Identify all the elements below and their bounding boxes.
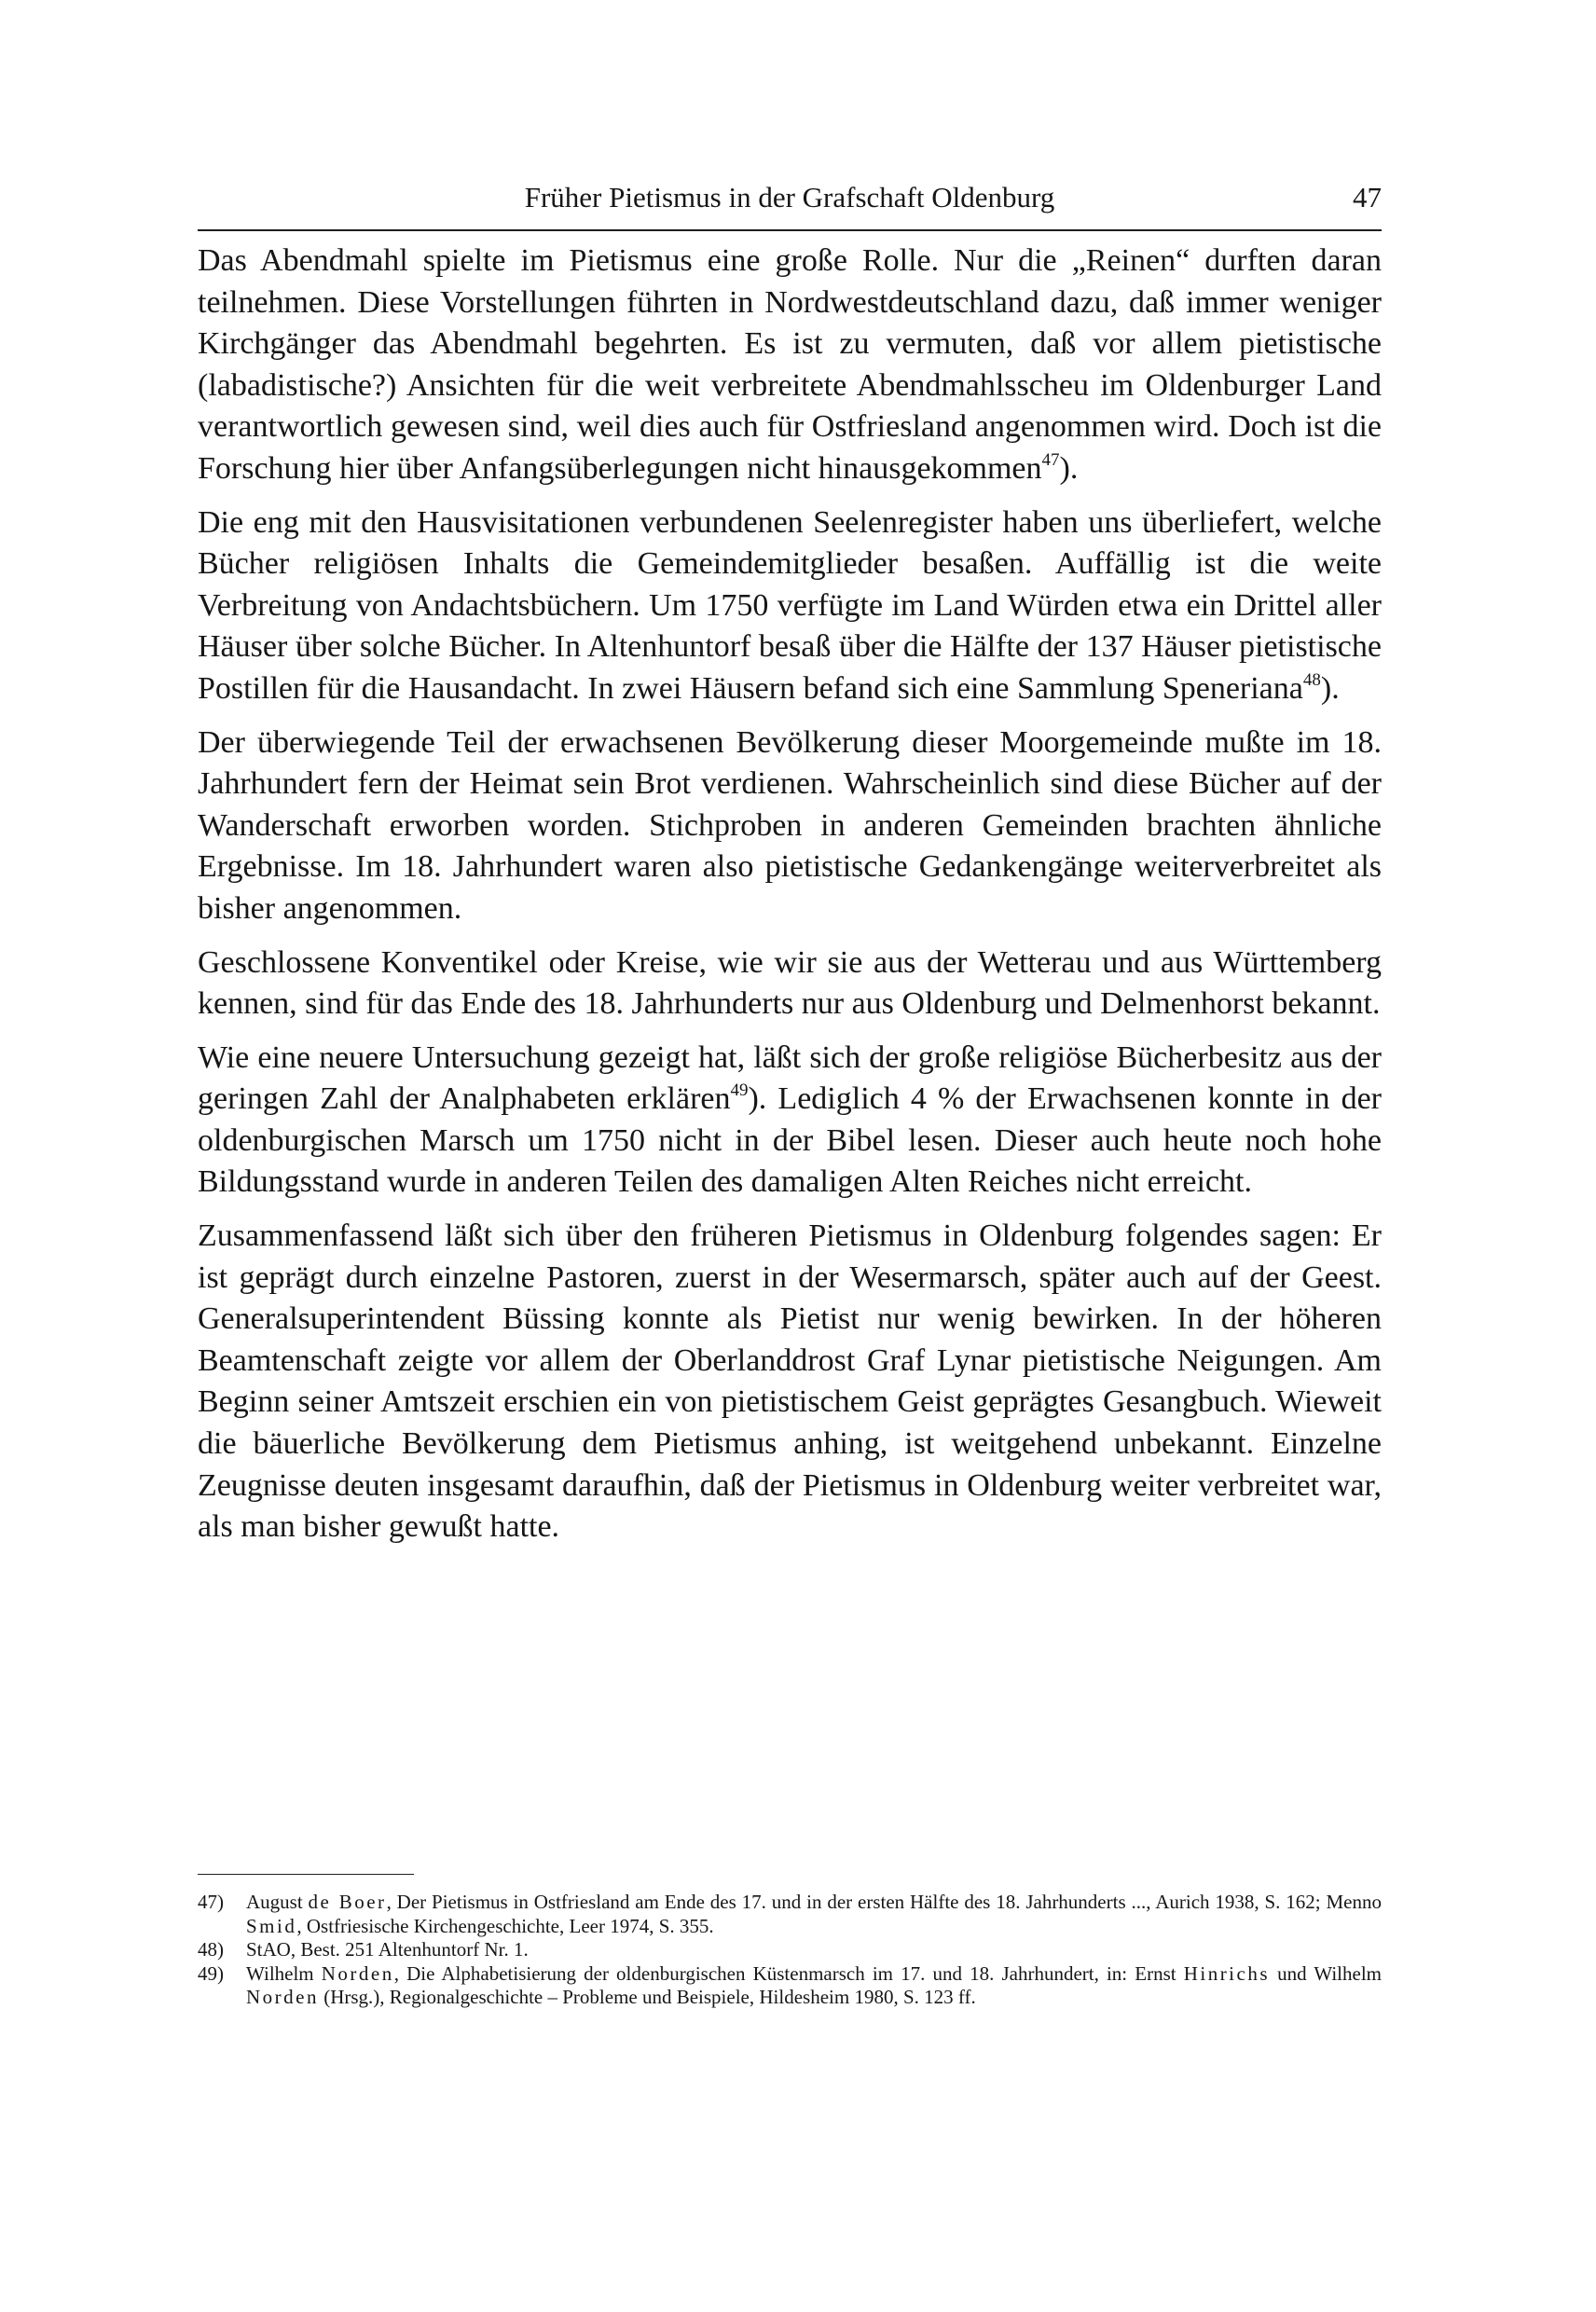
footnote-ref: 48 <box>1302 669 1321 690</box>
page-number: 47 <box>1353 181 1382 213</box>
paragraph: Geschlossene Konventikel oder Kreise, wie wir sie aus der Wetterau und aus Württemberg kennen, sind für das Ende des 18. Jahrhunderts nur aus Oldenburg und Delmenhorst bekannt. <box>198 944 1382 1022</box>
footnote-label: 48) <box>198 1938 224 1961</box>
paragraph: Der überwiegende Teil der erwachsenen Bevölkerung dieser Moorgemeinde mußte im 18. Jahrhundert fern der Heimat sein Brot verdienen. Wahrscheinlich sind diese Bücher auf der Wanderschaft erworben worden. Stichproben in anderen Gemeinden brachten ähnliche Ergebnisse. Im 18. Jahrhundert waren also pietistische Gedankengänge weiterverbreitet als bisher angenommen. <box>198 724 1382 926</box>
header-rule <box>198 229 1382 231</box>
paragraph: Das Abendmahl spielte im Pietismus eine große Rolle. Nur die „Reinen“ durften daran teilnehmen. Diese Vorstellungen führten in Nordwestdeutschland dazu, daß immer weniger Kirchgänger das Abendmahl begehrten. Es ist zu vermuten, daß vor allem pietistische (labadistische?) Ansichten für die weit verbreitete Abendmahlsscheu im Oldenburger Land verantwortlich gewesen sind, weil dies auch für Ostfriesland angenommen wird. Doch ist die Forschung hier über Anfangsüberlegungen nicht hinausgekommen$^{47}$). <box>198 243 1382 486</box>
footnote-text: (Hrsg.), Regionalgeschichte – Probleme und Beispiele, Hildesheim 1980, S. 123 ff. <box>318 1986 976 2009</box>
footnote <box>198 1938 1382 1962</box>
footnote-text: August <box>246 1891 309 1913</box>
footnote-text: Wilhelm <box>246 1961 322 1985</box>
footnote-label: 47) <box>198 1891 224 1913</box>
footnote-text: , Der Pietismus in Ostfriesland am Ende des 17. und in der ersten Hälfte des 18. Jahrhunderts ..., Aurich 1938, S. 162; Menno <box>386 1891 1382 1913</box>
footnote <box>198 1891 1382 1938</box>
author-name: Smid <box>246 1914 297 1937</box>
footnotes <box>198 1891 1382 2010</box>
footnote-rule <box>198 1874 414 1875</box>
paragraph: Zusammenfassend läßt sich über den früheren Pietismus in Oldenburg folgendes sagen: Er ist geprägt durch einzelne Pastoren, zuerst in der Wesermarsch, später auch auf der Geest. Generalsuperintendent Büssing konnte als Pietist nur wenig bewirken. In der höheren Beamtenschaft zeigte vor allem der Oberlanddrost Graf Lynar pietistische Neigungen. Am Beginn seiner Amtszeit erschien ein von pietistischem Geist geprägtes Gesangbuch. Wieweit die bäuerliche Bevölkerung dem Pietismus anhing, ist weitgehend unbekannt. Einzelne Zeugnisse deuten insgesamt daraufhin, daß der Pietismus in Oldenburg weiter verbreitet war, als man bisher gewußt hatte. <box>198 1218 1382 1545</box>
author-name: de Boer <box>308 1891 387 1913</box>
footnote-label: 49) <box>198 1961 224 1985</box>
book-page <box>198 158 1382 2265</box>
footnote <box>198 1962 1382 2010</box>
footnote-ref: 47 <box>1041 449 1060 470</box>
footnote-text: StAO, Best. 251 Altenhuntorf Nr. 1. <box>246 1938 529 1961</box>
author-name: Norden <box>246 1986 319 2009</box>
author-name: Hinrichs <box>1183 1961 1271 1985</box>
footnote-text: , Ostfriesische Kirchengeschichte, Leer 1974, S. 355. <box>296 1914 714 1937</box>
footnote-text: , Die Alphabetisierung der oldenburgischen Küstenmarsch im 17. und 18. Jahrhundert, in: Ernst <box>393 1961 1184 1985</box>
author-name: Norden <box>321 1961 394 1985</box>
page-header <box>198 175 1382 222</box>
body-text <box>198 241 1382 1561</box>
paragraph: Die eng mit den Hausvisitationen verbundenen Seelenregister haben uns überliefert, welche Bücher religiösen Inhalts die Gemeindemitglieder besaßen. Auffällig ist die weite Verbreitung von Andachtsbüchern. Um 1750 verfügte im Land Würden etwa ein Drittel aller Häuser über solche Bücher. In Altenhuntorf besaß über die Hälfte der 137 Häuser pietistische Postillen für die Hausandacht. In zwei Häusern befand sich eine Sammlung Speneriana$^{48}$). <box>198 504 1382 706</box>
footnote-text: und Wilhelm <box>1270 1961 1383 1985</box>
footnote-ref: 49 <box>730 1080 749 1101</box>
running-title: Früher Pietismus in der Grafschaft Oldenburg <box>524 181 1055 213</box>
paragraph: Wie eine neuere Untersuchung gezeigt hat, läßt sich der große religiöse Bücherbesitz aus der geringen Zahl der Analphabeten erklären$^{49}$). Lediglich 4 % der Erwachsenen konnte in der oldenburgischen Marsch um 1750 nicht in der Bibel lesen. Dieser auch heute noch hohe Bildungsstand wurde in anderen Teilen des damaligen Alten Reiches nicht erreicht. <box>198 1039 1382 1200</box>
